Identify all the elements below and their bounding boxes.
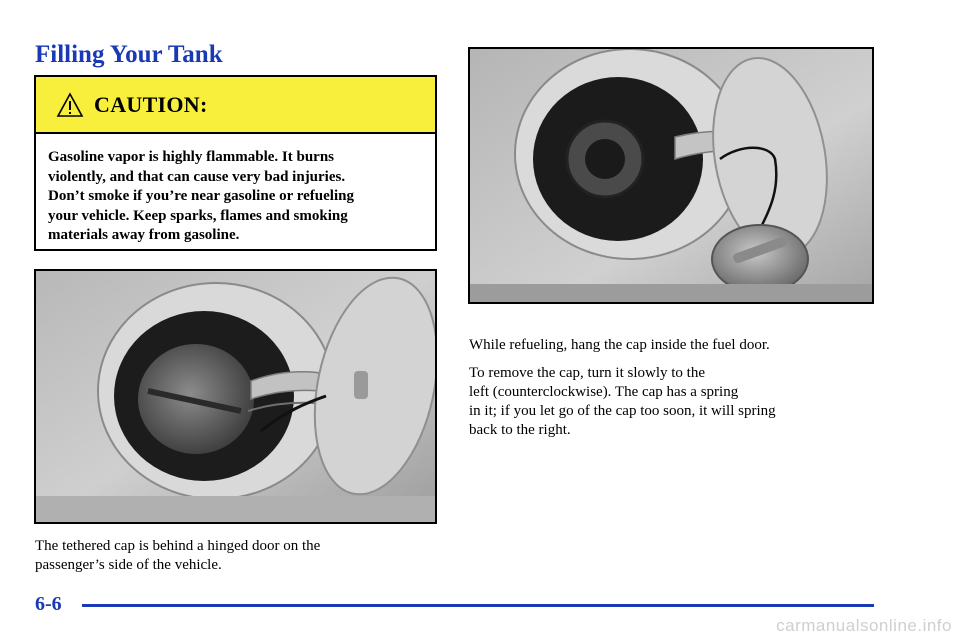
caution-line: Gasoline vapor is highly flammable. It burns: [48, 149, 335, 165]
left-caption: [35, 537, 320, 575]
caution-line: your vehicle. Keep sparks, flames and smoking: [48, 207, 348, 224]
paragraph-line: left (counterclockwise). The cap has a spring: [469, 384, 739, 400]
paragraph-line: back to the right.: [469, 422, 571, 438]
caution-header: [36, 77, 435, 134]
watermark: carmanualsonline.info: [776, 616, 952, 635]
warning-triangle-icon: [56, 92, 84, 118]
fuel-door-photo-left: [34, 269, 437, 524]
footer-rule: [82, 604, 874, 607]
caution-box: [34, 75, 437, 251]
caution-line: Don’t smoke if you’re near gasoline or refueling: [48, 188, 354, 204]
paragraph-line: To remove the cap, turn it slowly to the: [469, 365, 705, 381]
caution-line: violently, and that can cause very bad injuries.: [48, 168, 346, 185]
page-title: Filling Your Tank: [35, 41, 223, 68]
fuel-door-photo-right: [468, 47, 874, 304]
caution-label: CAUTION:: [94, 91, 208, 117]
page-number: 6-6: [35, 593, 62, 615]
refuel-paragraph: While refueling, hang the cap inside the fuel door.: [469, 337, 770, 353]
remove-cap-paragraph: [469, 364, 776, 440]
caption-line: The tethered cap is behind a hinged door on the: [35, 538, 321, 554]
caution-text: [36, 134, 435, 246]
caption-line: passenger’s side of the vehicle.: [35, 557, 222, 573]
caution-line: materials away from gasoline.: [48, 227, 240, 243]
paragraph-line: in it; if you let go of the cap too soon, it will spring: [469, 403, 776, 419]
